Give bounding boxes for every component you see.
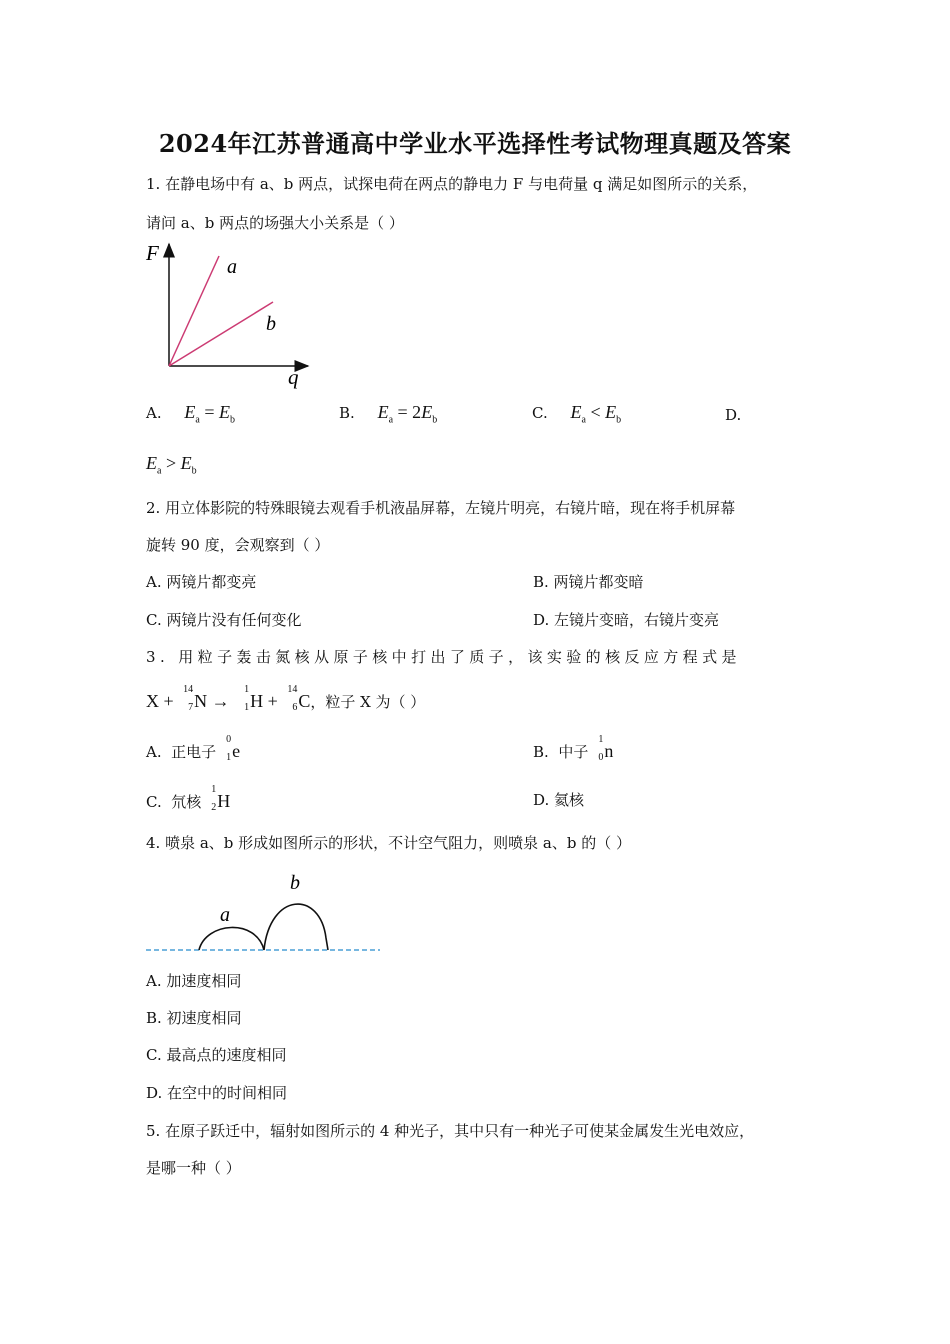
fountain-a-arc: [199, 927, 264, 950]
q4-fountain-figure: [140, 868, 385, 958]
q5-stem-line1: 5. 在原子跃迁中，辐射如图所示的 4 种光子，其中只有一种光子可使某金属发生光电效应，: [146, 1122, 755, 1140]
fountain-a-label: a: [220, 904, 230, 926]
line-b: [169, 302, 273, 366]
q1-option-b: [339, 402, 437, 431]
q1-option-a: [146, 402, 235, 431]
q1-stem-line1: 1. 在静电场中有 a、b 两点，试探电荷在两点的静电力 F 与电荷量 q 满足如图所示的关系，: [146, 175, 758, 193]
q2-option-c: C. 两镜片没有任何变化: [146, 611, 302, 629]
q4-stem: 4. 喷泉 a、b 形成如图所示的形状，不计空气阻力，则喷泉 a、b 的（ ）: [146, 834, 632, 852]
y-axis-label: F: [146, 241, 159, 265]
q3-reaction-equation: X + 14 7 N → 1 1 H + 14 6 C: [146, 684, 311, 713]
line-a: [169, 256, 219, 366]
q1-option-b-formula: $E_a = 2E_b$: [377, 402, 438, 426]
q3-option-b: B. 中子 1 0 n: [533, 734, 614, 763]
q1-option-c-label: C.: [532, 404, 548, 422]
q1-option-a-formula: $E_a = E_b$: [184, 402, 235, 426]
fountain-b-label: b: [290, 872, 300, 894]
q3-option-c: C. 氘核 1 2 H: [146, 784, 231, 813]
q2-stem-line1: 2. 用立体影院的特殊眼镜去观看手机液晶屏幕，左镜片明亮，右镜片暗，现在将手机屏幕: [146, 499, 736, 517]
q2-stem-line2: 旋转 90 度，会观察到（ ）: [146, 536, 330, 554]
q2-option-a: A. 两镜片都变亮: [146, 573, 257, 591]
q1-option-d-formula: $E_a > E_b$: [146, 453, 197, 477]
line-a-label: a: [227, 256, 237, 278]
q1-option-d-label: D.: [725, 406, 742, 424]
q3-option-a: A. 正电子 0 1 e: [146, 734, 241, 763]
q4-option-d: D. 在空中的时间相同: [146, 1084, 288, 1102]
q1-stem-line2: 请问 a、b 两点的场强大小关系是（ ）: [146, 214, 404, 232]
q2-option-b: B. 两镜片都变暗: [533, 573, 644, 591]
page-title: 2024年江苏普通高中学业水平选择性考试物理真题及答案: [158, 129, 792, 158]
q1-option-c: [532, 402, 621, 431]
q4-option-c: C. 最高点的速度相同: [146, 1046, 287, 1064]
q1-option-c-formula: $E_a < E_b$: [570, 402, 622, 426]
q1-option-b-label: B.: [339, 404, 355, 422]
q3-option-d: D. 氦核: [533, 791, 585, 809]
q4-option-a: A. 加速度相同: [146, 972, 242, 990]
line-b-label: b: [266, 313, 276, 335]
q3-stem-line2: [146, 684, 426, 713]
x-axis-label: q: [288, 365, 299, 389]
q1-option-d: [146, 453, 197, 482]
fountain-b-arc: [264, 904, 328, 950]
q3-stem-line1: 3. 用粒子轰击氮核从原子核中打出了质子，该实验的核反应方程式是: [146, 648, 741, 666]
q2-option-d: D. 左镜片变暗，右镜片变亮: [533, 611, 720, 629]
q5-stem-line2: 是哪一种（ ）: [146, 1159, 241, 1177]
q3-stem-tail: ，粒子 X 为（ ）: [310, 693, 426, 711]
q4-option-b: B. 初速度相同: [146, 1009, 242, 1027]
q1-force-charge-graph: [140, 238, 315, 390]
q1-option-a-label: A.: [146, 404, 162, 422]
